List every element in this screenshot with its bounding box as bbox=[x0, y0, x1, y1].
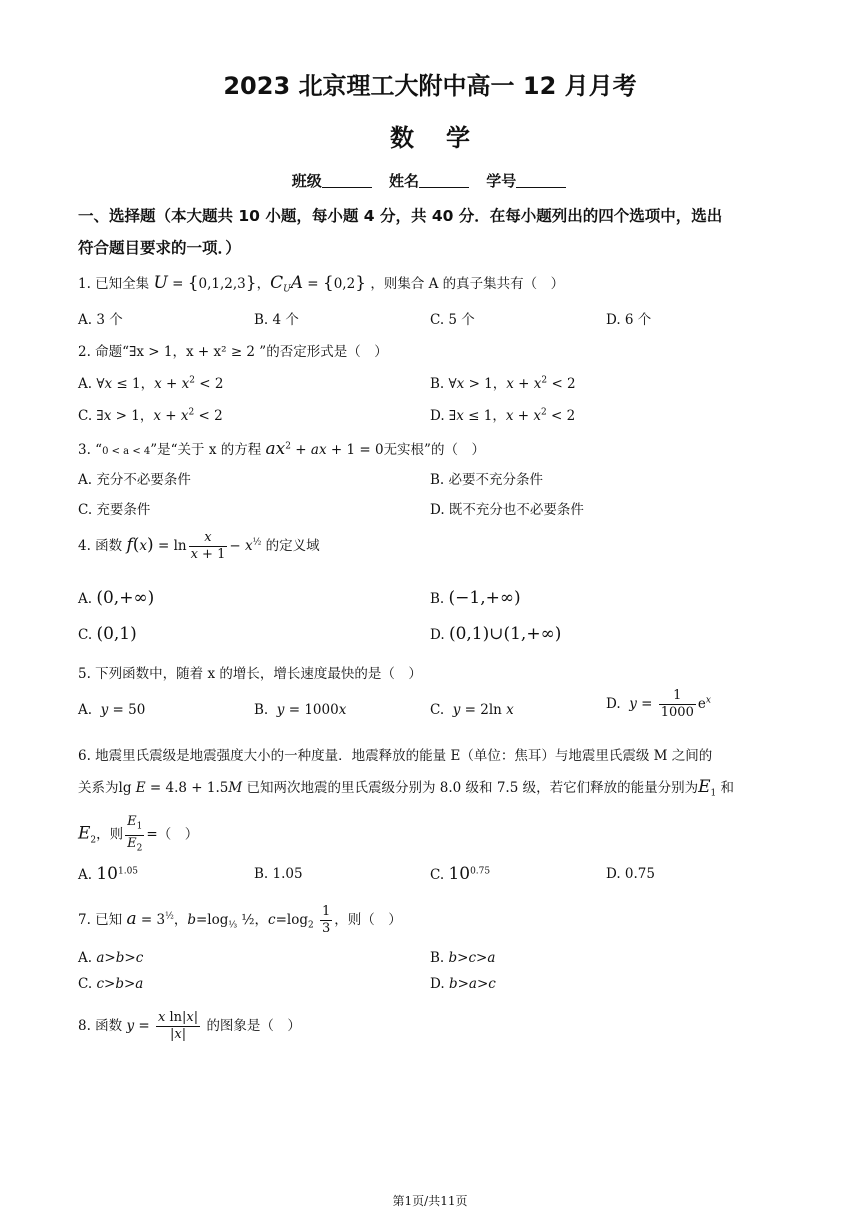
q2-option-c: C. ∃x > 1，$x + x^2 < 2$ bbox=[78, 407, 223, 424]
class-blank bbox=[322, 173, 372, 188]
q3-stem-start: 3. “ bbox=[78, 442, 103, 458]
q5-option-b: B. y = 1000x bbox=[254, 702, 347, 718]
q6-line3-start: ，则 bbox=[96, 826, 124, 843]
class-label: 班级 bbox=[291, 172, 322, 190]
question-6-line3: $E_2$，则 $\frac{E_1}{E_2}$ =（ ） bbox=[78, 814, 198, 856]
question-5: 5. 下列函数中，随着 x 的增长，增长速度最快的是（ ） bbox=[78, 666, 422, 682]
question-8 bbox=[78, 1010, 301, 1043]
question-3 bbox=[78, 438, 485, 459]
q6-relation: lg E = 4.8 + 1.5M bbox=[118, 780, 243, 796]
q6-option-a: A. $10^{1.05}$ bbox=[78, 864, 139, 884]
name-blank bbox=[419, 173, 469, 188]
subject-title: 数学 bbox=[390, 124, 502, 152]
question-1 bbox=[78, 272, 564, 295]
q7-option-c: C. c>b>a bbox=[78, 976, 144, 992]
page-footer: 第1页/共11页 bbox=[392, 1194, 468, 1208]
student-info bbox=[0, 170, 860, 191]
question-2: 2. 命题“∃x > 1，x + x² ≥ 2 ”的否定形式是（ ） bbox=[78, 344, 388, 360]
q2-option-b: B. ∀x > 1，$x + x^2 < 2$ bbox=[430, 375, 576, 392]
q3-stem-mid: ”是“关于 x 的方程 bbox=[150, 442, 262, 458]
q4-stem-end: 的定义域 bbox=[265, 538, 320, 554]
q5-option-c: C. y = 2ln x bbox=[430, 702, 514, 718]
q5-option-a: A. y = 50 bbox=[78, 702, 146, 718]
q7-expressions: $a = 3^{\frac{1}{2}}$，$b=\log_{\frac{1}{3}}$ ½，$c=\log_2$ $\frac{1}{3}$ bbox=[126, 904, 331, 936]
q7-stem-start: 7. 已知 bbox=[78, 912, 123, 928]
q4-stem-start: 4. 函数 bbox=[78, 538, 123, 554]
q6-line2-mid: 已知两次地震的里氏震级分别为 8.0 级和 7.5 级，若它们释放的能量分别为 bbox=[246, 780, 699, 796]
id-blank bbox=[516, 173, 566, 188]
q3-option-d: D. 既不充分也不必要条件 bbox=[430, 502, 584, 518]
section-heading-line2: 符合题目要求的一项．） bbox=[78, 239, 241, 257]
q6-line3-end: =（ ） bbox=[146, 826, 199, 843]
q6-option-c: C. $10^{0.75}$ bbox=[430, 864, 491, 884]
q5-option-d: D. y = $\frac{1}{1000}$ $e^x$ bbox=[606, 688, 711, 720]
q1-option-b: B. 4 个 bbox=[254, 312, 299, 328]
q3-equation: $ax^2$ + ax + 1 = 0 bbox=[265, 439, 384, 459]
q7-stem-end: ，则（ ） bbox=[334, 912, 402, 928]
q1-option-a: A. 3 个 bbox=[78, 312, 123, 328]
q6-line2-start: 关系为 bbox=[78, 780, 119, 796]
q1-option-d: D. 6 个 bbox=[606, 312, 652, 328]
q3-option-c: C. 充要条件 bbox=[78, 502, 151, 518]
q4-option-c: C. (0,1) bbox=[78, 624, 137, 644]
q1-stem-end: ，则集合 A 的真子集共有（ ） bbox=[370, 276, 565, 292]
question-7 bbox=[78, 904, 402, 937]
name-label: 姓名 bbox=[388, 172, 419, 190]
q4-function: f(x) = ln $\frac{x}{x + 1}$ − $x^{\frac{1}{2}}$ bbox=[126, 530, 262, 562]
id-label: 学号 bbox=[486, 172, 517, 190]
question-6-line2: 关系为lg E = 4.8 + 1.5M 已知两次地震的里氏震级分别为 8.0 级和 7.5 级，若它们释放的能量分别为$E_1$ 和 bbox=[78, 777, 735, 799]
exam-title: 2023 北京理工大附中高一 12 月月考 bbox=[223, 72, 637, 100]
q3-option-b: B. 必要不充分条件 bbox=[430, 472, 544, 488]
q6-option-b: B. 1.05 bbox=[254, 866, 303, 882]
q6-option-d: D. 0.75 bbox=[606, 866, 655, 882]
q6-ratio: $\frac{E_1}{E_2}$ bbox=[127, 814, 143, 854]
q6-line2-end: 和 bbox=[720, 780, 735, 796]
question-4 bbox=[78, 530, 320, 563]
q3-stem-end: 无实根”的（ ） bbox=[383, 442, 485, 458]
question-6-line1: 6. 地震里氏震级是地震强度大小的一种度量．地震释放的能量 E（单位：焦耳）与地震里氏震级 M 之间的 bbox=[78, 748, 713, 764]
q7-option-a: A. a>b>c bbox=[78, 950, 144, 966]
q1-stem-start: 1. 已知全集 bbox=[78, 276, 150, 292]
q7-option-d: D. b>a>c bbox=[430, 976, 496, 992]
q4-option-a: A. (0,+∞) bbox=[78, 588, 155, 608]
q8-stem-start: 8. 函数 bbox=[78, 1018, 123, 1034]
q1-formula: U = {0,1,2,3}，$C_UA = \{0,2\}$ bbox=[153, 273, 367, 295]
q8-stem-end: 的图象是（ ） bbox=[206, 1018, 301, 1034]
q8-function: y = $\frac{\text{x ln|x|}}{|x|}$ bbox=[126, 1010, 199, 1042]
section-heading-line1: 一、选择题（本大题共 10 小题，每小题 4 分，共 40 分．在每小题列出的四个选项中，选出 bbox=[78, 207, 723, 225]
q2-option-d: D. ∃x ≤ 1，$x + x^2 < 2$ bbox=[430, 407, 576, 424]
q4-option-d: D. (0,1)∪(1,+∞) bbox=[430, 624, 562, 644]
q3-option-a: A. 充分不必要条件 bbox=[78, 472, 191, 488]
section-heading bbox=[78, 200, 778, 264]
q3-condition: 0 < a < 4 bbox=[102, 446, 151, 457]
q1-option-c: C. 5 个 bbox=[430, 312, 475, 328]
q4-option-b: B. (−1,+∞) bbox=[430, 588, 521, 608]
q7-option-b: B. b>c>a bbox=[430, 950, 496, 966]
q2-option-a: A. ∀x ≤ 1，$x + x^2 < 2$ bbox=[78, 375, 224, 392]
